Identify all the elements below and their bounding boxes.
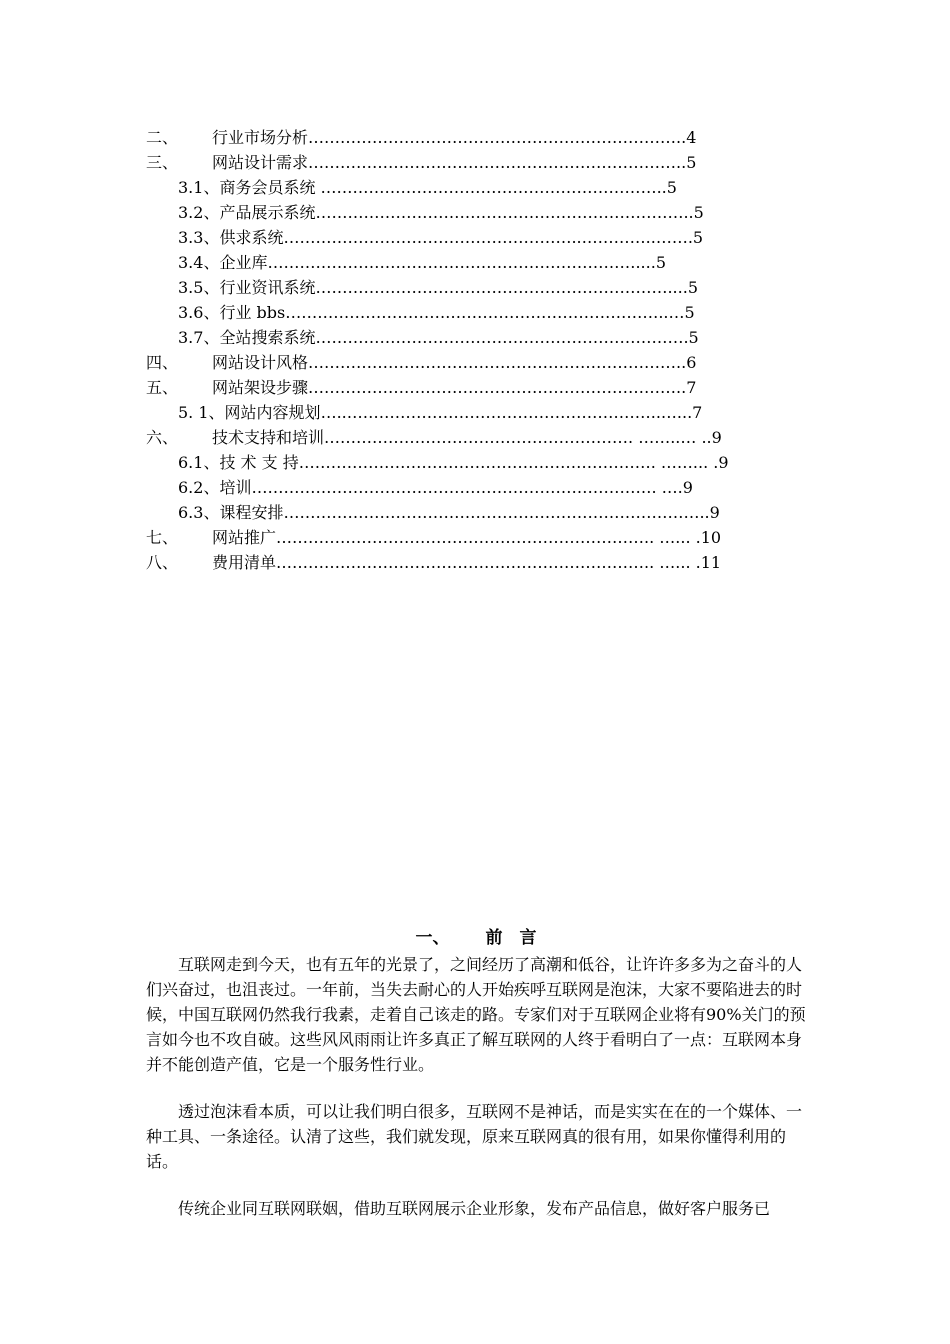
toc-entry-5: 五、 网站架设步骤……………………………………………………………..7	[146, 378, 697, 397]
toc-entry-3: 三、 网站设计需求……………………………………………………………..5	[146, 153, 697, 172]
toc-entry-6-3: 6.3、课程安排……………………………………………………………………..9	[178, 503, 720, 522]
paragraph-3: 传统企业同互联网联姻，借助互联网展示企业形象，发布产品信息，做好客户服务已	[178, 1199, 771, 1218]
toc-entry-6-1: 6.1、技 术 支 持…………………………………………………………. ……... .9	[178, 453, 729, 472]
toc-entry-6: 六、 技术支持和培训…………………………………………………. ……..… ..9	[146, 428, 722, 447]
toc-entry-4: 四、 网站设计风格……………………………………………………………..6	[146, 353, 697, 372]
toc-entry-6-2: 6.2、培训…………………………………………………………………. ….9	[178, 478, 693, 497]
section-number: 一、	[415, 928, 450, 948]
toc-entry-3-5: 3.5、行业资讯系统…………………………………………………………....5	[178, 278, 698, 297]
toc-entry-3-7: 3.7、全站搜索系统…………………………………………………………….5	[178, 328, 699, 347]
toc-entry-3-3: 3.3、供求系统………………………………………………..…………..…….5	[178, 228, 704, 247]
table-of-contents	[146, 125, 806, 575]
paragraph-2: 透过泡沫看本质，可以让我们明白很多，互联网不是神话，而是实实在在的一个媒体、一种工具、一条途径。认清了这些，我们就发现，原来互联网真的很有用，如果你懂得利用的话。	[146, 1102, 803, 1171]
toc-entry-3-4: 3.4、企业库……………………………………………………………....5	[178, 253, 666, 272]
toc-entry-5-1: 5. 1、网站内容规划…..…………………………………………………..…...7	[178, 403, 703, 422]
toc-entry-2: 二、 行业市场分析……………………………………………………………..4	[146, 128, 697, 147]
section-heading	[146, 926, 806, 950]
section-title: 前 言	[485, 928, 537, 948]
toc-entry-8: 八、 费用清单…………………………………………………………….. …... .11	[146, 553, 722, 572]
toc-entry-3-6: 3.6、行业 bbs………………………….…………………………………..…5	[178, 303, 695, 322]
toc-entry-3-1: 3.1、商务会员系统 ………………………………………………………..5	[178, 178, 677, 197]
paragraph-1: 互联网走到今天，也有五年的光景了，之间经历了高潮和低谷，让许许多多为之奋斗的人们兴奋过，也沮丧过。一年前，当失去耐心的人开始疾呼互联网是泡沫，大家不要陷进去的时候，中国互联网仍然我行我素，走着自己该走的路。专家们对于互联网企业将有90%关门的预言如今也不攻自破。这些风风雨雨让许多真正了解互联网的人终于看明白了一点：互联网本身并不能创造产值，它是一个服务性行业。	[146, 955, 806, 1074]
toc-entry-7: 七、 网站推广…………………………………………………………….. …... .10	[146, 528, 722, 547]
toc-entry-3-2: 3.2、产品展示系统……………………………………………………………..5	[178, 203, 704, 222]
